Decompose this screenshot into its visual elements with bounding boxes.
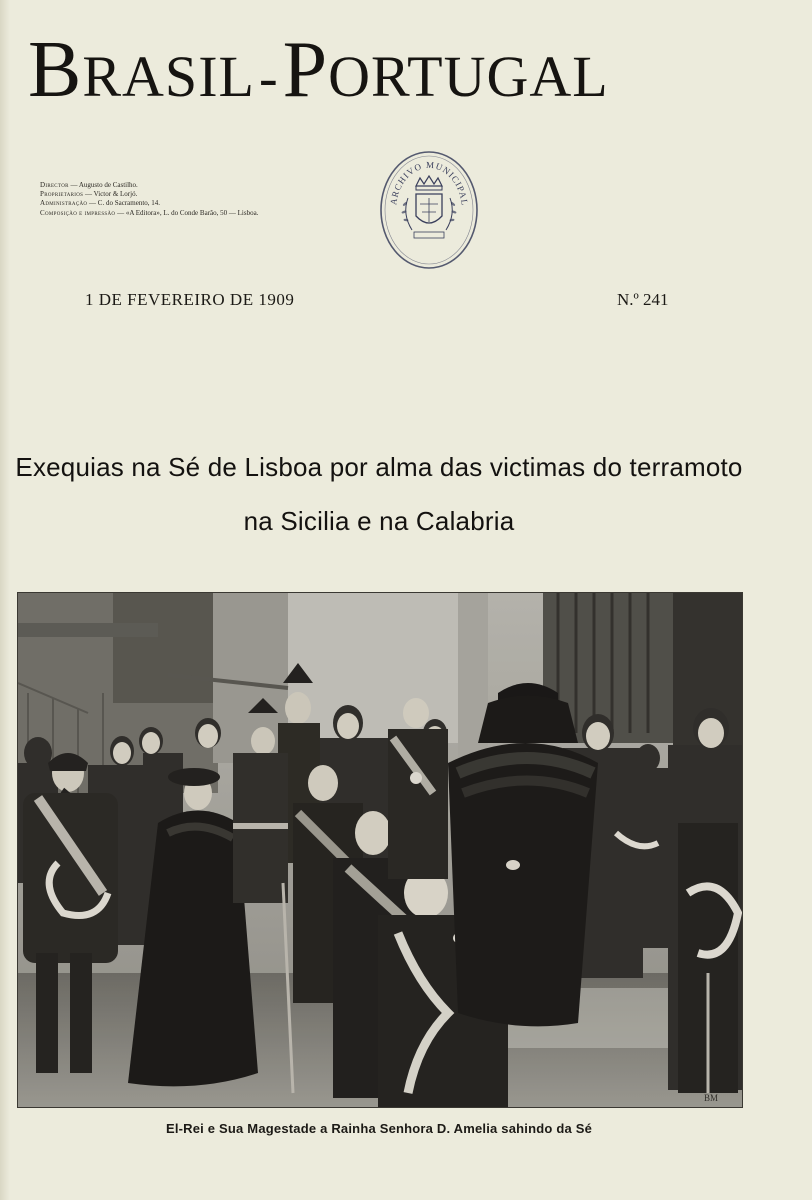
credit-director: Director — Augusto de Castilho. — [40, 181, 138, 189]
photo-caption: El-Rei e Sua Magestade a Rainha Senhora D. Amelia sahindo da Sé — [165, 1121, 593, 1136]
page-edge — [0, 0, 10, 1200]
issue-number: N.º 241 — [617, 290, 669, 309]
archive-stamp — [378, 148, 480, 272]
photo-signature: BM — [704, 1093, 719, 1103]
stamp-text: ARCHIVO MUNICIPAL — [388, 159, 470, 207]
credit-administration: Administração — C. do Sacramento, 14. — [40, 199, 161, 208]
headline-line-2: na Sicilia e na Calabria — [243, 506, 515, 536]
masthead-title: BRASIL-PORTUGAL — [28, 26, 609, 114]
credit-printing: Composição e impressão — «A Editora», L. do Conde Barão, 50 — Lisboa. — [40, 208, 259, 217]
editorial-credits — [40, 181, 258, 218]
credit-owners: Proprietarios — Victor & Lorjó. — [40, 190, 138, 199]
photograph-procession — [18, 593, 742, 1107]
headline-line-1: Exequias na Sé de Lisboa por alma das victimas do terramoto — [15, 452, 743, 482]
issue-date: 1 DE FEVEREIRO DE 1909 — [85, 290, 295, 309]
